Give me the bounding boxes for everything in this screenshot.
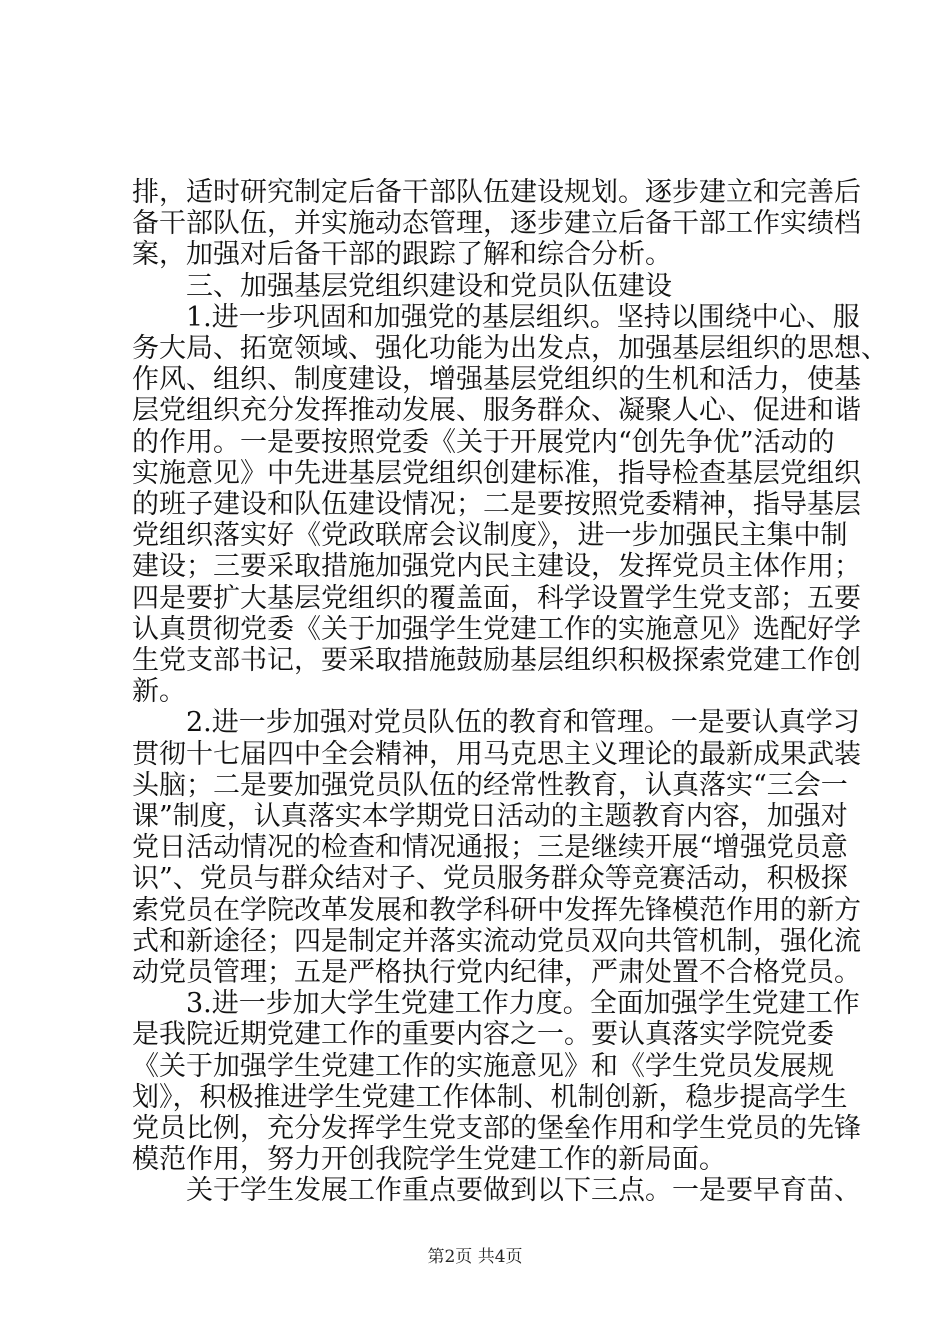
text-line: 头脑；二是要加强党员队伍的经常性教育，认真落实“三会一 — [132, 769, 848, 801]
text-line: 3.进一步加大学生党建工作力度。全面加强学生党建工作 — [132, 988, 860, 1020]
text-line: 识”、党员与群众结对子、党员服务群众等竞赛活动，积极探 — [132, 863, 848, 895]
text-line: 层党组织充分发挥推动发展、服务群众、凝聚人心、促进和谐 — [132, 395, 861, 427]
text-line: 1.进一步巩固和加强党的基层组织。坚持以围绕中心、服 — [132, 301, 860, 333]
text-line: 作风、组织、制度建设，增强基层党组织的生机和活力，使基 — [132, 364, 861, 396]
text-line: 模范作用，努力开创我院学生党建工作的新局面。 — [132, 1144, 726, 1176]
text-line: 索党员在学院改革发展和教学科研中发挥先锋模范作用的新方 — [132, 894, 861, 926]
text-line: 实施意见》中先进基层党组织创建标准，指导检查基层党组织 — [132, 457, 861, 489]
text-line: 党员比例，充分发挥学生党支部的堡垒作用和学生党员的先锋 — [132, 1113, 861, 1144]
text-line: 备干部队伍，并实施动态管理，逐步建立后备干部工作实绩档 — [132, 208, 861, 240]
text-line: 2.进一步加强对党员队伍的教育和管理。一是要认真学习 — [132, 707, 860, 739]
text-line: 务大局、拓宽领域、强化功能为出发点，加强基层组织的思想、 — [132, 333, 888, 364]
text-line: 课”制度，认真落实本学期党日活动的主题教育内容，加强对 — [132, 801, 848, 832]
text-line: 党组织落实好《党政联席会议制度》，进一步加强民主集中制 — [132, 520, 848, 552]
text-line: 贯彻十七届四中全会精神，用马克思主义理论的最新成果武装 — [132, 738, 861, 770]
text-line: 生党支部书记，要采取措施鼓励基层组织积极探索党建工作创 — [132, 645, 861, 676]
text-line: 新。 — [132, 676, 186, 708]
text-line: 案，加强对后备干部的跟踪了解和综合分析。 — [132, 239, 672, 271]
section-heading: 三、加强基层党组织建设和党员队伍建设 — [132, 270, 672, 302]
text-line: 的作用。一是要按照党委《关于开展党内“创先争优”活动的 — [132, 426, 835, 458]
text-line: 党日活动情况的检查和情况通报；三是继续开展“增强党员意 — [132, 832, 848, 864]
text-line: 是我院近期党建工作的重要内容之一。要认真落实学院党委 — [132, 1019, 834, 1051]
text-line: 关于学生发展工作重点要做到以下三点。一是要早育苗、 — [132, 1175, 861, 1207]
text-line: 排，适时研究制定后备干部队伍建设规划。逐步建立和完善后 — [132, 177, 861, 208]
text-line: 《关于加强学生党建工作的实施意见》和《学生党员发展规 — [132, 1050, 834, 1082]
text-line: 四是要扩大基层党组织的覆盖面，科学设置学生党支部；五要 — [132, 582, 861, 614]
text-line: 划》，积极推进学生党建工作体制、机制创新，稳步提高学生 — [132, 1081, 848, 1113]
text-line: 认真贯彻党委《关于加强学生党建工作的实施意见》选配好学 — [132, 613, 861, 645]
text-line: 建设；三要采取措施加强党内民主建设，发挥党员主体作用； — [132, 551, 861, 583]
text-line: 动党员管理；五是严格执行党内纪律，严肃处置不合格党员。 — [132, 957, 861, 988]
text-line: 式和新途径；四是制定并落实流动党员双向共管机制，强化流 — [132, 925, 861, 957]
page-number-footer: 第2页 共4页 — [427, 1247, 523, 1267]
text-line: 的班子建设和队伍建设情况；二是要按照党委精神，指导基层 — [132, 489, 861, 520]
